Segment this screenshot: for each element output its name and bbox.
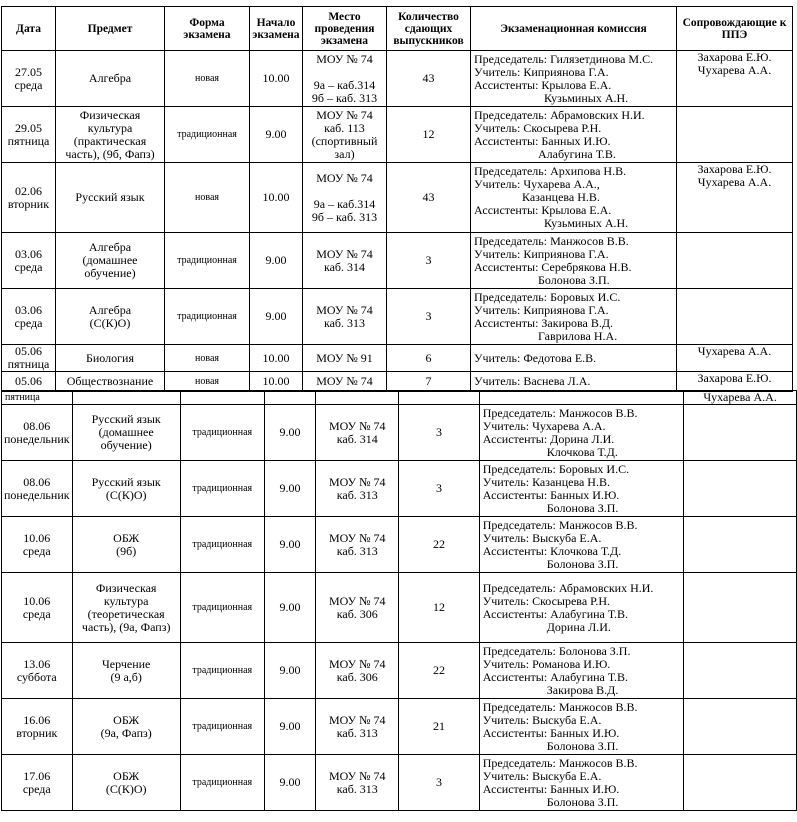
text-line: Гаврилова Н.А. bbox=[538, 328, 618, 343]
schedule-row bbox=[2, 372, 793, 392]
text-line: Председатель: Манжосов В.В. bbox=[482, 699, 638, 714]
subject-cell bbox=[72, 699, 180, 755]
text-line: (С(К)О) bbox=[105, 487, 147, 502]
schedule-row bbox=[2, 755, 797, 811]
text-line: МОУ № 74 bbox=[328, 418, 386, 433]
continuation-date: пятница bbox=[2, 391, 73, 405]
date-cell bbox=[2, 107, 56, 163]
escort-cell bbox=[684, 699, 797, 755]
form-cell: традиционная bbox=[180, 755, 264, 811]
text-line: Алабугина Т.В. bbox=[538, 146, 616, 161]
text-line: (спортивный bbox=[311, 133, 378, 148]
count-cell: 12 bbox=[399, 573, 480, 643]
schedule-row bbox=[2, 345, 793, 372]
text-line: Учитель: Васнева Л.А. bbox=[474, 374, 591, 388]
text-line: Ассистенты: Банных И.Ю. bbox=[482, 781, 620, 796]
date-cell bbox=[2, 461, 73, 517]
text-line: Учитель: Чухарева А.А. bbox=[482, 418, 606, 433]
start-cell: 10.00 bbox=[250, 345, 303, 372]
commission-cell bbox=[479, 517, 683, 573]
date-cell bbox=[2, 405, 73, 461]
subject-cell bbox=[72, 517, 180, 573]
text-line bbox=[305, 185, 384, 198]
start-cell: 9.00 bbox=[264, 405, 316, 461]
text-line: каб. 306 bbox=[336, 606, 378, 621]
commission-cell bbox=[471, 289, 677, 345]
text-line: Болонова З.П. bbox=[546, 556, 619, 571]
date-value: 10.06 bbox=[23, 593, 51, 608]
place-cell bbox=[303, 372, 387, 392]
text-line: Русский язык bbox=[91, 474, 161, 489]
text-line: МОУ № 74 bbox=[316, 170, 373, 185]
count-cell: 3 bbox=[387, 289, 471, 345]
text-line: Чухарева А.А. bbox=[697, 175, 772, 189]
text-line: каб. 314 bbox=[336, 431, 378, 446]
text-line: Председатель: Манжосов В.В. bbox=[482, 405, 638, 420]
text-line: МОУ № 74 bbox=[316, 107, 373, 122]
text-line: МОУ № 91 bbox=[316, 350, 373, 365]
text-line: Учитель: Скосырева Р.Н. bbox=[482, 593, 610, 608]
schedule-row bbox=[2, 107, 793, 163]
commission-cell bbox=[471, 107, 677, 163]
escort-cell bbox=[677, 233, 793, 289]
text-line: Кузьминых А.Н. bbox=[544, 90, 629, 105]
weekday: среда bbox=[22, 606, 51, 621]
form-cell: традиционная bbox=[165, 289, 250, 345]
weekday: вторник bbox=[16, 725, 58, 740]
text-line bbox=[305, 66, 384, 79]
date-value: 03.06 bbox=[15, 302, 42, 317]
place-cell bbox=[316, 405, 399, 461]
text-line: Клочкова Т.Д. bbox=[546, 444, 618, 459]
schedule-row bbox=[2, 289, 793, 345]
date-cell bbox=[2, 163, 56, 233]
weekday: пятница bbox=[7, 133, 50, 148]
col-date: Дата bbox=[2, 7, 56, 51]
text-line: МОУ № 74 bbox=[316, 51, 373, 66]
text-line: каб. 314 bbox=[323, 259, 366, 274]
text-line: ОБЖ bbox=[113, 712, 140, 727]
text-line: каб. 313 bbox=[336, 781, 378, 796]
text-line: Учитель: Скосырева Р.Н. bbox=[474, 120, 602, 135]
date-value: 05.06 bbox=[15, 374, 42, 388]
col-count: Количество сдающих выпускников bbox=[387, 7, 471, 51]
text-line: каб. 313 bbox=[336, 487, 378, 502]
text-line: МОУ № 74 bbox=[316, 302, 373, 317]
commission-cell bbox=[471, 233, 677, 289]
date-cell bbox=[2, 643, 73, 699]
count-cell: 22 bbox=[399, 643, 480, 699]
text-line: МОУ № 74 bbox=[328, 768, 386, 783]
date-value: 13.06 bbox=[23, 656, 51, 671]
weekday: среда bbox=[14, 315, 43, 330]
count-cell: 12 bbox=[387, 107, 471, 163]
text-line: Председатель: Манжосов В.В. bbox=[482, 517, 638, 532]
escort-cell bbox=[677, 51, 793, 107]
place-cell bbox=[316, 699, 399, 755]
commission-cell bbox=[479, 643, 683, 699]
subject-cell bbox=[72, 461, 180, 517]
escort-cell bbox=[684, 517, 797, 573]
text-line: МОУ № 74 bbox=[328, 593, 386, 608]
weekday: среда bbox=[22, 781, 51, 796]
escort-cell bbox=[677, 163, 793, 233]
text-line: Физическая bbox=[79, 107, 141, 122]
weekday: понедельник bbox=[4, 431, 70, 446]
text-line: Учитель: Чухарева А.А., bbox=[474, 177, 600, 191]
subject-cell bbox=[56, 233, 165, 289]
text-line: Председатель: Абрамовских Н.И. bbox=[474, 107, 645, 122]
text-line: Алгебра bbox=[88, 240, 132, 254]
header-row bbox=[2, 7, 793, 51]
weekday: среда bbox=[22, 543, 51, 558]
text-line: Учитель: Романова И.Ю. bbox=[482, 656, 611, 671]
text-line: 9б – каб. 313 bbox=[311, 90, 378, 105]
text-line: Учитель: Киприянова Г.А. bbox=[474, 302, 609, 317]
start-cell: 9.00 bbox=[264, 573, 316, 643]
text-line: (9а, Фапз) bbox=[100, 725, 152, 740]
date-cell bbox=[2, 755, 73, 811]
count-cell: 43 bbox=[387, 51, 471, 107]
text-line: МОУ № 74 bbox=[316, 246, 373, 261]
text-line: Болонова З.П. bbox=[546, 738, 619, 753]
schedule-row bbox=[2, 163, 793, 233]
text-line: (С(К)О) bbox=[105, 781, 147, 796]
date-cell bbox=[2, 372, 56, 392]
date-value: 16.06 bbox=[23, 712, 51, 727]
text-line: Ассистенты: Крылова Е.А. bbox=[474, 77, 612, 92]
text-line: каб. 113 bbox=[324, 120, 365, 135]
text-line: МОУ № 74 bbox=[328, 712, 386, 727]
start-cell: 9.00 bbox=[250, 289, 303, 345]
text-line: (теоретическая bbox=[87, 606, 165, 621]
text-line: Учитель: Казанцева Н.В. bbox=[482, 474, 610, 489]
text-line: Учитель: Выскуба Е.А. bbox=[482, 712, 602, 727]
text-line: обучение) bbox=[100, 438, 152, 452]
text-line: Учитель: Федотова Е.В. bbox=[474, 350, 597, 365]
escort-cell bbox=[677, 372, 793, 392]
commission-cell bbox=[479, 573, 683, 643]
schedule-row bbox=[2, 699, 797, 755]
text-line: Ассистенты: Дорина Л.И. bbox=[482, 431, 615, 446]
col-start: Начало экзамена bbox=[250, 7, 303, 51]
count-cell: 3 bbox=[399, 461, 480, 517]
date-value: 27.05 bbox=[15, 64, 42, 79]
form-cell: новая bbox=[165, 51, 250, 107]
date-cell bbox=[2, 345, 56, 372]
escort-cell bbox=[677, 289, 793, 345]
commission-cell bbox=[479, 699, 683, 755]
start-cell: 9.00 bbox=[264, 461, 316, 517]
commission-cell bbox=[479, 755, 683, 811]
subject-cell bbox=[56, 345, 165, 372]
subject-cell bbox=[72, 755, 180, 811]
text-line: часть), (9а, Фапз) bbox=[81, 619, 171, 634]
text-line: Болонова З.П. bbox=[538, 272, 610, 287]
text-line: Ассистенты: Крылова Е.А. bbox=[474, 203, 612, 217]
form-cell: новая bbox=[165, 372, 250, 392]
text-line: Ассистенты: Серебрякова Н.В. bbox=[474, 259, 632, 274]
text-line: ОБЖ bbox=[113, 768, 140, 783]
text-line: Физическая bbox=[95, 580, 157, 595]
count-cell: 3 bbox=[387, 233, 471, 289]
start-cell: 10.00 bbox=[250, 163, 303, 233]
text-line: Председатель: Гилязетдинова М.С. bbox=[474, 51, 654, 66]
start-cell: 9.00 bbox=[264, 755, 316, 811]
text-line: Председатель: Абрамовских Н.И. bbox=[482, 580, 654, 595]
count-cell: 22 bbox=[399, 517, 480, 573]
schedule-row bbox=[2, 573, 797, 643]
weekday: среда bbox=[14, 77, 43, 92]
text-line: 9а – каб.314 bbox=[313, 196, 376, 211]
escort-cell bbox=[684, 643, 797, 699]
place-cell bbox=[316, 573, 399, 643]
form-cell: традиционная bbox=[180, 461, 264, 517]
start-cell: 10.00 bbox=[250, 51, 303, 107]
text-line: Болонова З.П. bbox=[546, 500, 619, 515]
text-line: МОУ № 74 bbox=[328, 474, 386, 489]
text-line: Председатель: Манжосов В.В. bbox=[474, 233, 629, 248]
text-line: (9б) bbox=[116, 543, 137, 558]
date-value: 02.06 bbox=[15, 183, 42, 198]
text-line: 9а – каб.314 bbox=[313, 77, 376, 92]
place-cell bbox=[316, 643, 399, 699]
schedule-row bbox=[2, 233, 793, 289]
text-line: Ассистенты: Клочкова Т.Д. bbox=[482, 543, 622, 558]
subject-cell bbox=[72, 573, 180, 643]
commission-cell bbox=[471, 345, 677, 372]
text-line: ОБЖ bbox=[113, 530, 140, 545]
date-value: 17.06 bbox=[23, 768, 51, 783]
text-line: Обществознание bbox=[66, 374, 154, 388]
text-line: Учитель: Выскуба Е.А. bbox=[482, 530, 602, 545]
text-line: Учитель: Киприянова Г.А. bbox=[474, 64, 609, 79]
escort-cell bbox=[677, 345, 793, 372]
text-line: Председатель: Боровых И.С. bbox=[474, 289, 621, 304]
text-line: (С(К)О) bbox=[89, 315, 131, 330]
text-line: Чухарева А.А. bbox=[697, 63, 772, 77]
col-form: Форма экзамена bbox=[165, 7, 250, 51]
commission-cell bbox=[471, 163, 677, 233]
text-line: культура bbox=[103, 593, 149, 608]
text-line: МОУ № 74 bbox=[328, 656, 386, 671]
weekday: понедельник bbox=[4, 487, 70, 502]
schedule-row bbox=[2, 643, 797, 699]
col-commission: Экзаменационная комиссия bbox=[471, 7, 677, 51]
date-cell bbox=[2, 289, 56, 345]
text-line: Ассистенты: Алабугина Т.В. bbox=[482, 669, 629, 684]
text-line: каб. 313 bbox=[336, 725, 378, 740]
form-cell: традиционная bbox=[165, 233, 250, 289]
place-cell bbox=[303, 51, 387, 107]
commission-cell bbox=[471, 51, 677, 107]
text-line: Председатель: Манжосов В.В. bbox=[482, 755, 638, 770]
text-line: Русский язык bbox=[91, 412, 161, 426]
text-line: Алгебра bbox=[88, 71, 132, 85]
commission-cell bbox=[479, 461, 683, 517]
text-line: каб. 313 bbox=[336, 543, 378, 558]
start-cell: 9.00 bbox=[264, 517, 316, 573]
text-line: Захарова Е.Ю. bbox=[697, 162, 772, 176]
text-line: Захарова Е.Ю. bbox=[697, 50, 772, 64]
form-cell: новая bbox=[165, 163, 250, 233]
place-cell bbox=[303, 163, 387, 233]
text-line: культура bbox=[87, 120, 133, 135]
subject-cell bbox=[56, 372, 165, 392]
text-line: МОУ № 74 bbox=[328, 530, 386, 545]
date-value: 08.06 bbox=[23, 474, 51, 489]
subject-cell bbox=[56, 107, 165, 163]
start-cell: 9.00 bbox=[250, 233, 303, 289]
form-cell: традиционная bbox=[180, 699, 264, 755]
weekday: среда bbox=[14, 259, 43, 274]
text-line: Председатель: Болонова З.П. bbox=[482, 643, 631, 658]
text-line: часть), (9б, Фапз) bbox=[65, 146, 155, 161]
text-line: Закирова В.Д. bbox=[546, 682, 619, 697]
place-cell bbox=[316, 517, 399, 573]
text-line: 9б – каб. 313 bbox=[311, 209, 378, 224]
date-value: 08.06 bbox=[23, 418, 51, 433]
continuation-row bbox=[2, 391, 797, 405]
subject-cell bbox=[56, 51, 165, 107]
count-cell: 6 bbox=[387, 345, 471, 372]
continuation-escort: Чухарева А.А. bbox=[684, 391, 797, 405]
subject-cell bbox=[56, 163, 165, 233]
text-line: Болонова З.П. bbox=[546, 794, 619, 809]
text-line: Ассистенты: Алабугина Т.В. bbox=[482, 606, 629, 621]
weekday: суббота bbox=[16, 669, 57, 684]
escort-cell bbox=[677, 107, 793, 163]
text-line: Председатель: Боровых И.С. bbox=[482, 461, 630, 476]
text-line: Председатель: Архипова Н.В. bbox=[474, 164, 627, 178]
text-line: Дорина Л.И. bbox=[546, 619, 611, 634]
count-cell: 3 bbox=[399, 405, 480, 461]
start-cell: 10.00 bbox=[250, 372, 303, 392]
subject-cell bbox=[56, 289, 165, 345]
text-line: Ассистенты: Закирова В.Д. bbox=[474, 315, 614, 330]
date-value: 10.06 bbox=[23, 530, 51, 545]
text-line: Учитель: Киприянова Г.А. bbox=[474, 246, 609, 261]
date-cell bbox=[2, 51, 56, 107]
exam-schedule-table-1 bbox=[1, 6, 793, 392]
text-line: МОУ № 74 bbox=[316, 374, 373, 388]
subject-cell bbox=[72, 405, 180, 461]
col-place: Место проведения экзамена bbox=[303, 7, 387, 51]
form-cell: традиционная bbox=[180, 405, 264, 461]
date-cell bbox=[2, 233, 56, 289]
text-line: Ассистенты: Банных И.Ю. bbox=[482, 725, 620, 740]
text-line: Чухарева А.А. bbox=[697, 344, 772, 358]
text-line: Учитель: Выскуба Е.А. bbox=[482, 768, 602, 783]
subject-cell bbox=[72, 643, 180, 699]
schedule-row bbox=[2, 51, 793, 107]
form-cell: традиционная bbox=[165, 107, 250, 163]
text-line: Ассистенты: Банных И.Ю. bbox=[482, 487, 620, 502]
schedule-row bbox=[2, 517, 797, 573]
escort-cell bbox=[684, 755, 797, 811]
text-line: каб. 313 bbox=[323, 315, 366, 330]
date-cell bbox=[2, 517, 73, 573]
schedule-row bbox=[2, 461, 797, 517]
text-line: Русский язык bbox=[75, 190, 145, 204]
count-cell: 43 bbox=[387, 163, 471, 233]
date-cell bbox=[2, 573, 73, 643]
weekday: пятница bbox=[7, 357, 50, 371]
place-cell bbox=[303, 107, 387, 163]
form-cell: традиционная bbox=[180, 643, 264, 699]
count-cell: 7 bbox=[387, 372, 471, 392]
text-line: Алгебра bbox=[88, 302, 132, 317]
place-cell bbox=[303, 233, 387, 289]
commission-cell bbox=[471, 372, 677, 392]
start-cell: 9.00 bbox=[264, 699, 316, 755]
text-line: Казанцева Н.В. bbox=[522, 190, 600, 204]
text-line: обучение) bbox=[84, 266, 136, 280]
exam-schedule-table-2 bbox=[1, 390, 797, 811]
escort-cell bbox=[684, 573, 797, 643]
form-cell: новая bbox=[165, 345, 250, 372]
count-cell: 3 bbox=[399, 755, 480, 811]
date-cell bbox=[2, 699, 73, 755]
col-escort: Сопровождающие к ППЭ bbox=[677, 7, 793, 51]
date-value: 05.06 bbox=[15, 344, 42, 358]
place-cell bbox=[316, 755, 399, 811]
place-cell bbox=[316, 461, 399, 517]
date-value: 03.06 bbox=[15, 246, 42, 261]
escort-cell bbox=[684, 461, 797, 517]
text-line: Захарова Е.Ю. bbox=[697, 371, 772, 385]
text-line: Черчение bbox=[102, 656, 151, 671]
text-line: каб. 306 bbox=[336, 669, 378, 684]
escort-cell bbox=[684, 405, 797, 461]
text-line: (домашнее bbox=[98, 425, 154, 439]
place-cell bbox=[303, 345, 387, 372]
schedule-row bbox=[2, 405, 797, 461]
form-cell: традиционная bbox=[180, 573, 264, 643]
start-cell: 9.00 bbox=[250, 107, 303, 163]
date-value: 29.05 bbox=[15, 120, 42, 135]
text-line: (9 а,б) bbox=[110, 669, 142, 684]
text-line: (практическая bbox=[73, 133, 147, 148]
text-line: (домашнее bbox=[82, 253, 138, 267]
commission-cell bbox=[479, 405, 683, 461]
text-line: Биология bbox=[85, 350, 134, 365]
text-line: Кузьминых А.Н. bbox=[544, 216, 629, 230]
start-cell: 9.00 bbox=[264, 643, 316, 699]
count-cell: 21 bbox=[399, 699, 480, 755]
weekday: вторник bbox=[7, 196, 50, 211]
text-line: Ассистенты: Банных И.Ю. bbox=[474, 133, 611, 148]
text-line: зал) bbox=[334, 146, 355, 161]
place-cell bbox=[303, 289, 387, 345]
col-subject: Предмет bbox=[56, 7, 165, 51]
form-cell: традиционная bbox=[180, 517, 264, 573]
